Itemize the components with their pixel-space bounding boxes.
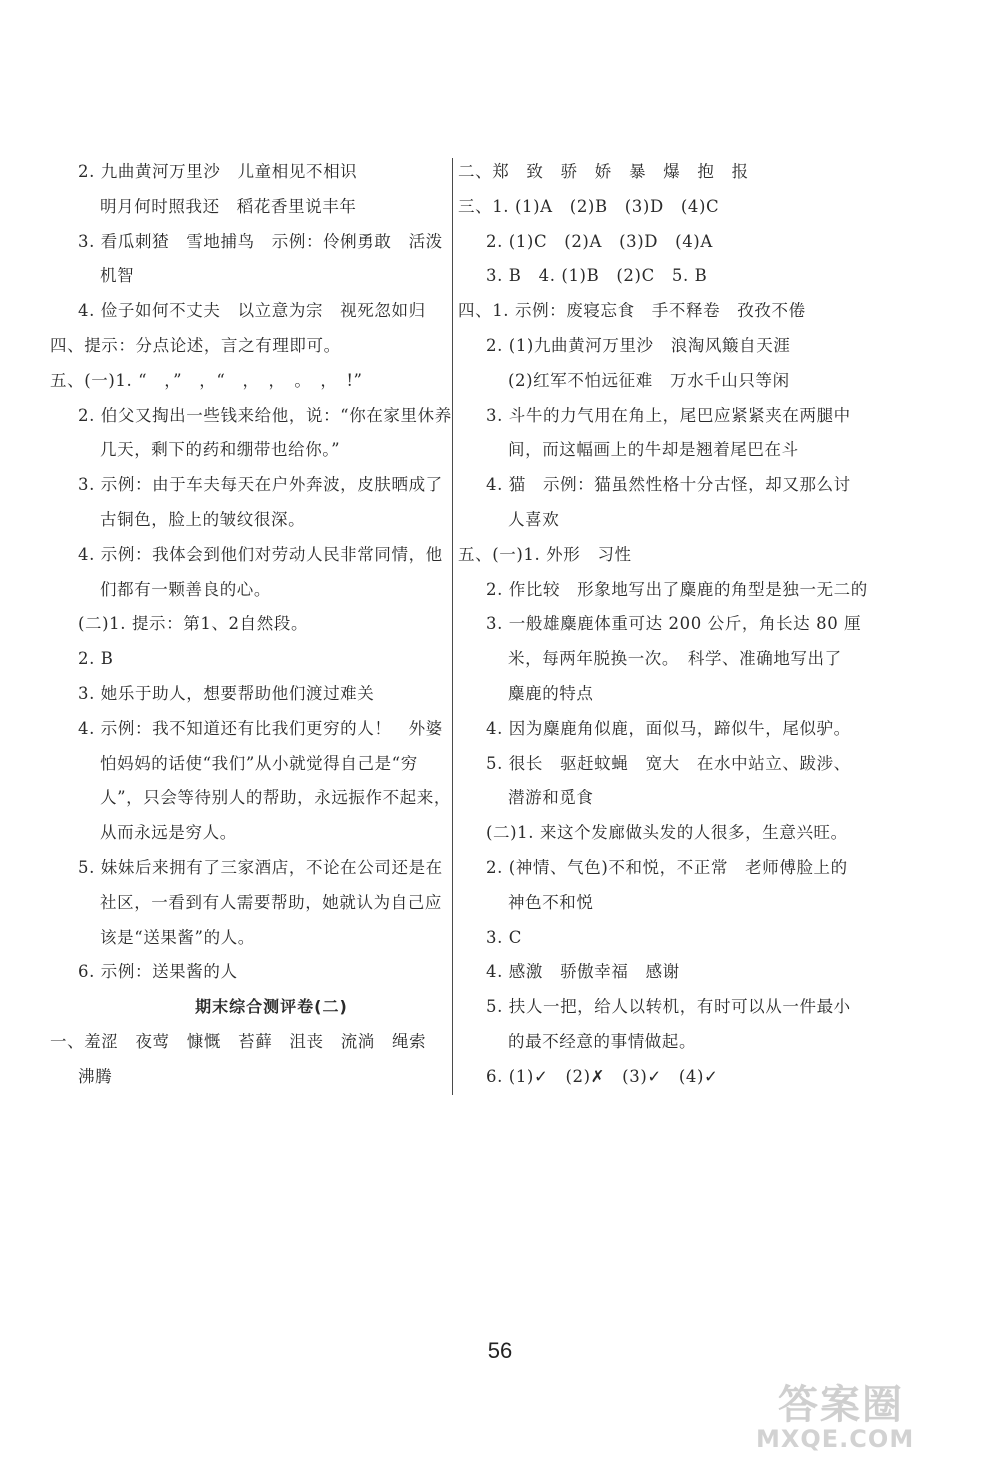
answer-line: 沸腾 [78,1066,113,1086]
answer-line: 3. 她乐于助人，想要帮助他们渡过难关 [78,683,375,703]
answer-line: 2. 伯父又掏出一些钱来给他，说：“你在家里休养 [78,405,452,425]
answer-line: 从而永远是穷人。 [100,823,237,843]
answer-line: 2. (神情、气色)不和悦，不正常 老师傅脸上的 [486,857,848,877]
answer-line: 神色不和悦 [508,892,594,912]
answer-line: 社区，一看到有人需要帮助，她就认为自己应 [100,892,442,912]
answer-line: 间，而这幅画上的牛却是翘着尾巴在斗 [508,440,799,460]
answer-line: 们都有一颗善良的心。 [100,579,271,599]
answer-line: 2. (1)九曲黄河万里沙 浪淘风簸自天涯 [486,335,791,355]
answer-line: 该是“送果酱”的人。 [100,927,255,947]
answer-line: 3. B 4. (1)B (2)C 5. B [486,266,708,286]
answer-line: 4. 示例：我体会到他们对劳动人民非常同情，他 [78,544,443,564]
answer-line: 2. B [78,649,114,669]
answer-line: 机智 [100,266,135,286]
answer-line: 6. 示例：送果酱的人 [78,962,238,982]
right-column [458,155,878,1095]
answer-line: 麋鹿的特点 [508,683,594,703]
answer-line: 2. 九曲黄河万里沙 儿童相见不相识 [78,162,358,181]
answer-line: 古铜色，脸上的皱纹很深。 [100,509,306,529]
answer-line: 的最不经意的事情做起。 [508,1031,697,1051]
answer-line: 五、(一)1. 外形 习性 [458,544,632,564]
section-title: 期末综合测评卷(二) [195,997,348,1017]
answer-line: 5. 扶人一把，给人以转机，有时可以从一件最小 [486,997,851,1017]
answer-line: 明月何时照我还 稻花香里说丰年 [100,196,357,216]
answer-line: 四、1. 示例：废寝忘食 手不释卷 孜孜不倦 [458,301,806,321]
answer-line: 6. (1)✓ (2)✗ (3)✓ (4)✓ [486,1066,719,1086]
answer-line: (2)红军不怕远征难 万水千山只等闲 [508,370,790,390]
answer-line: 五、(一)1. “ ，” ，“ ， ， 。 ， !” [50,370,363,390]
answer-line: 3. 示例：由于车夫每天在户外奔波，皮肤晒成了 [78,475,443,495]
answer-line: 人喜欢 [508,509,560,529]
answer-line: 5. 很长 驱赶蚊蝇 宽大 在水中站立、跋涉、 [486,753,851,773]
answer-line: 2. 作比较 形象地写出了麋鹿的角型是独一无二的 [486,579,868,599]
answer-line: (二)1. 提示：第1、2自然段。 [78,614,309,634]
answer-line: (二)1. 来这个发廊做头发的人很多，生意兴旺。 [486,823,848,843]
answer-line: 3. C [486,927,523,947]
answer-line: 几天，剩下的药和绷带也给你。” [100,440,341,460]
answer-line: 潜游和觅食 [508,788,594,808]
answer-line: 三、1. (1)A (2)B (3)D (4)C [458,196,720,216]
answer-line: 3. 看瓜刺猹 雪地捕鸟 示例：伶俐勇敢 活泼 [78,231,443,251]
left-column [50,155,452,1095]
answer-line: 一、羞涩 夜莺 慷慨 苔藓 沮丧 流淌 绳索 [50,1031,427,1051]
page-number: 56 [487,1338,513,1363]
answer-line: 米，每两年脱换一次。 科学、准确地写出了 [508,649,842,669]
answer-line: 4. 猫 示例：猫虽然性格十分古怪，却又那么讨 [486,475,851,495]
answer-line: 二、郑 致 骄 娇 暴 爆 抱 报 [458,162,749,181]
answer-line: 3. 斗牛的力气用在角上，尾巴应紧紧夹在两腿中 [486,405,851,425]
column-divider [452,158,453,1095]
answer-line: 4. 俭子如何不丈夫 以立意为宗 视死忽如归 [78,301,426,321]
answer-line: 怕妈妈的话使“我们”从小就觉得自己是“穷 [100,753,418,773]
answer-line: 4. 感激 骄傲幸福 感谢 [486,962,680,982]
watermark-cn: 答案圈 [778,1382,904,1428]
answer-line: 4. 因为麋鹿角似鹿，面似马，蹄似牛，尾似驴。 [486,718,851,738]
answer-line: 5. 妹妹后来拥有了三家酒店，不论在公司还是在 [78,857,443,877]
watermark-logo [748,1373,988,1465]
answer-line: 3. 一般雄麋鹿体重可达 200 公斤，角长达 80 厘 [486,614,862,634]
answer-line: 2. (1)C (2)A (3)D (4)A [486,231,713,251]
answer-line: 4. 示例：我不知道还有比我们更穷的人！ 外婆 [78,718,443,738]
answer-line: 人”，只会等待别人的帮助，永远振作不起来， [100,788,452,808]
watermark-en: MXQE.COM [756,1425,915,1453]
answer-line: 四、提示：分点论述，言之有理即可。 [50,335,341,355]
